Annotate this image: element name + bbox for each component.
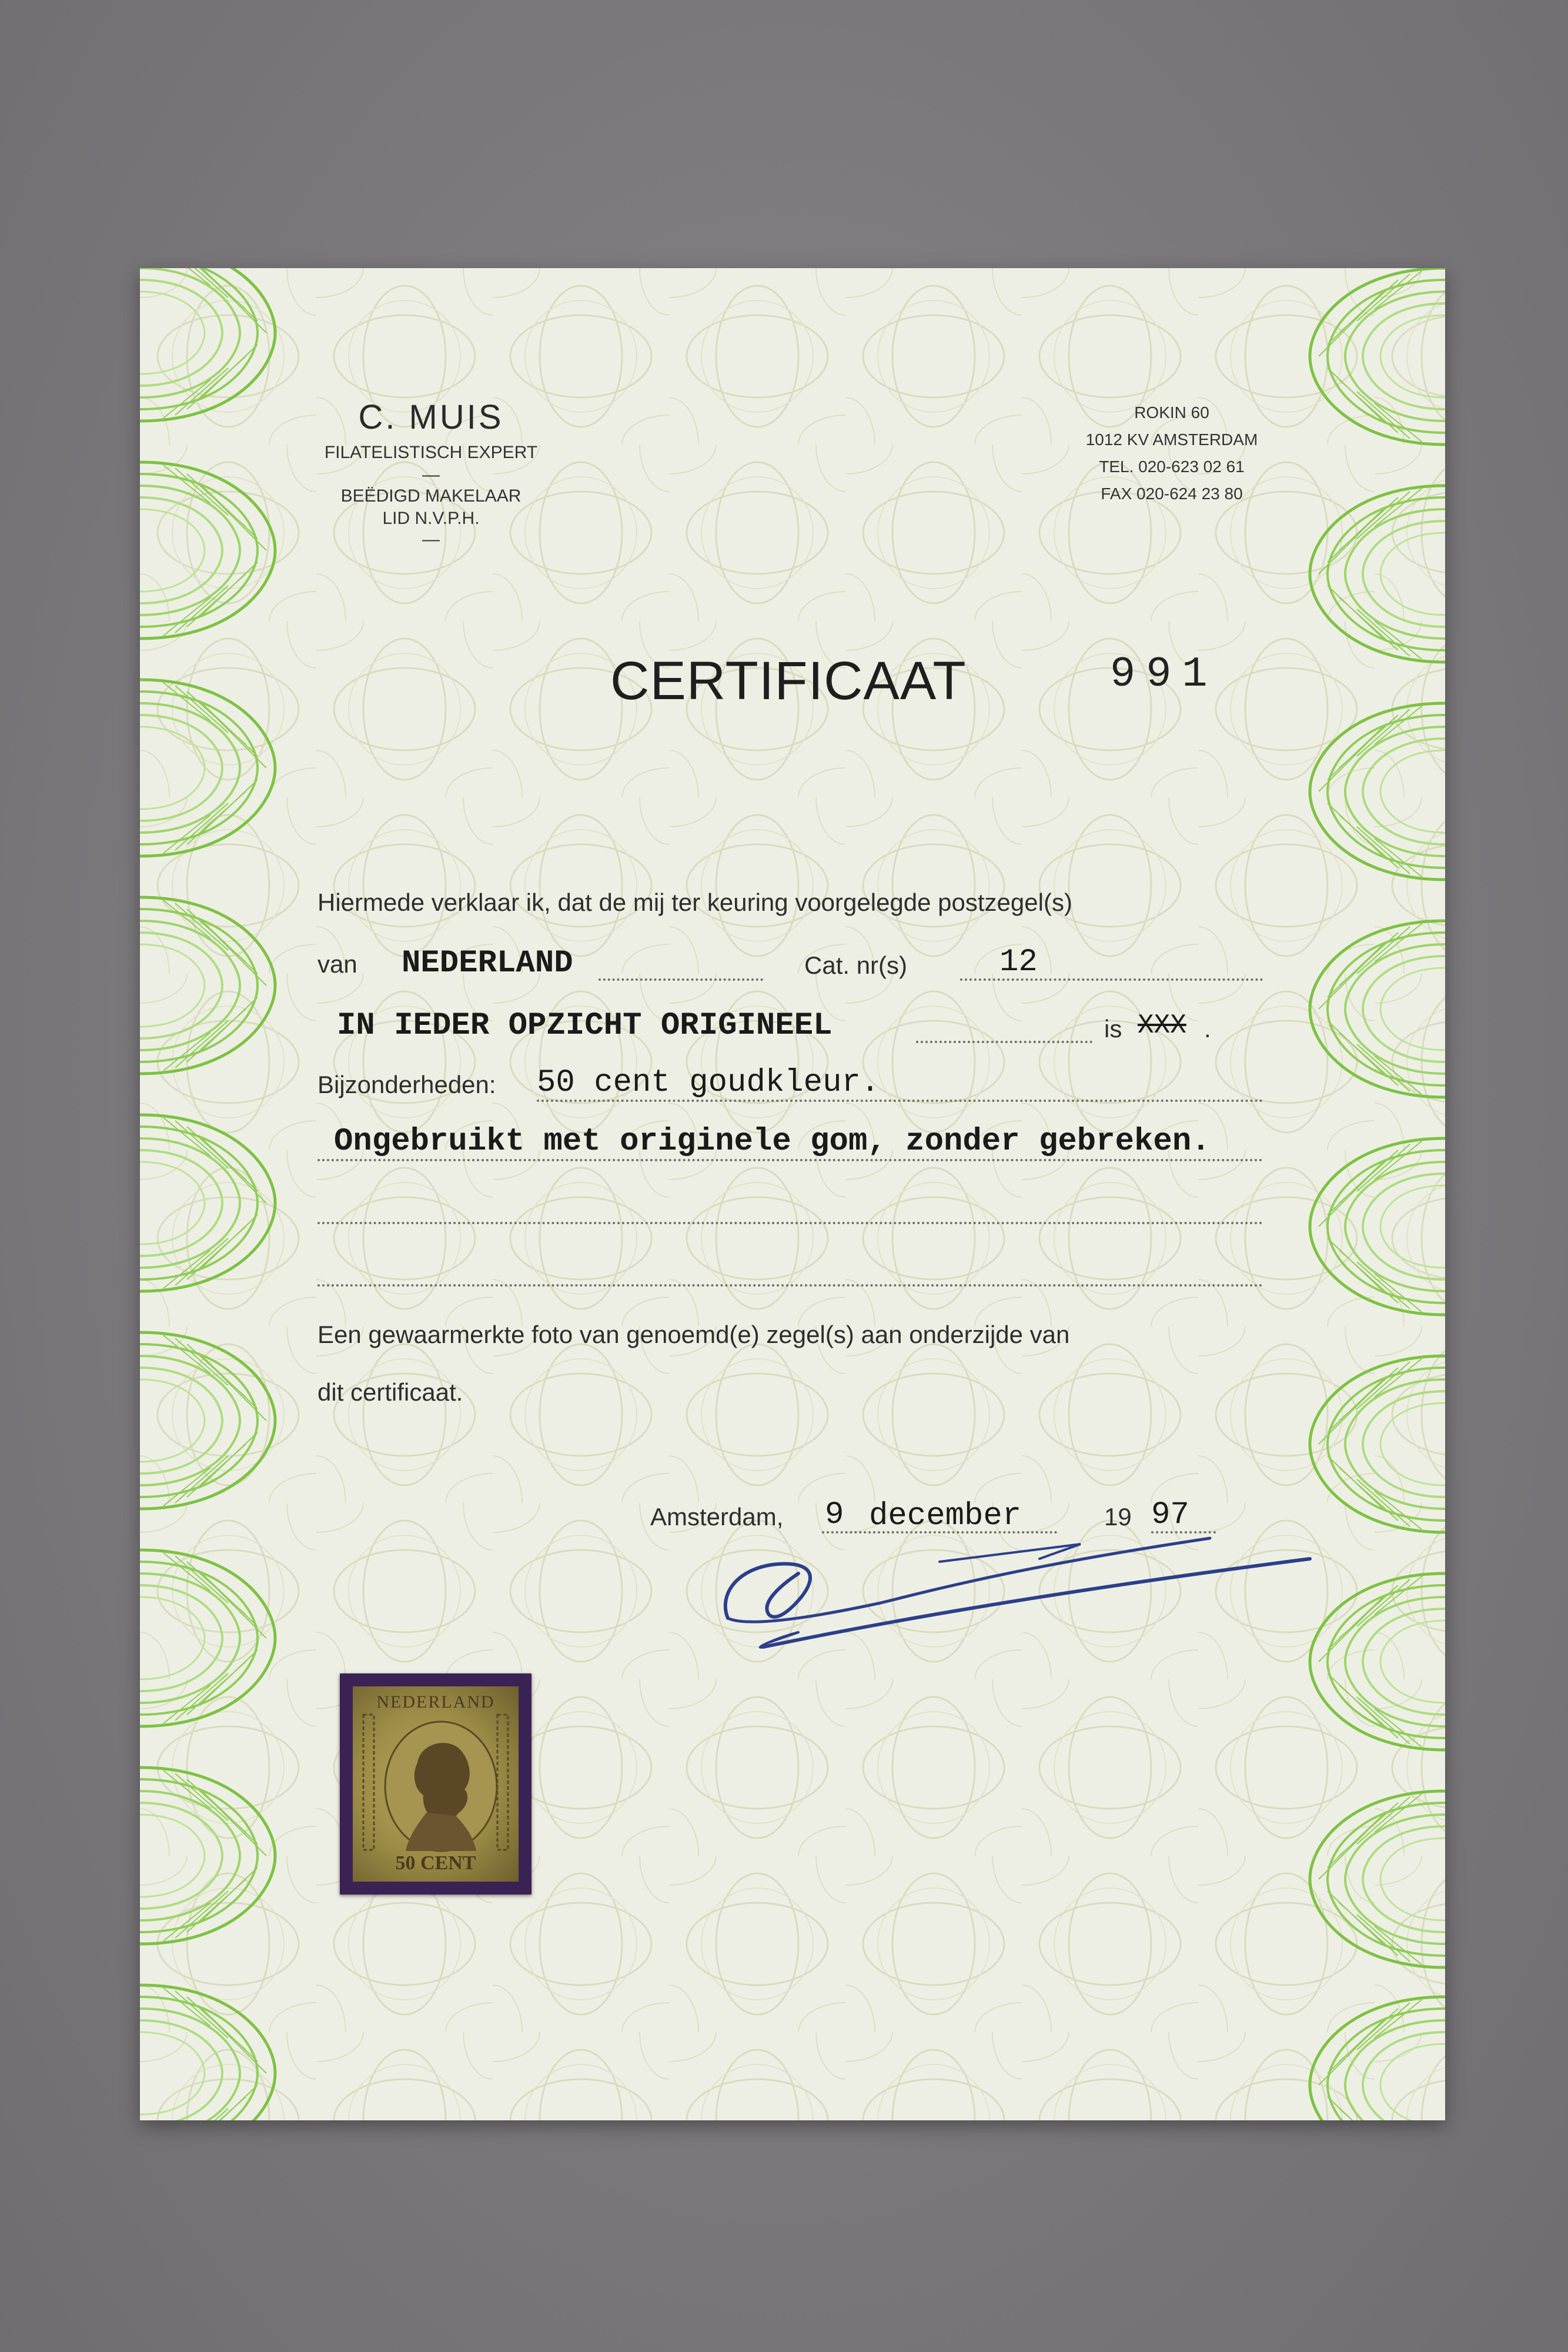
stamp-country-text: NEDERLAND bbox=[376, 1692, 495, 1712]
telephone: TEL. 020-623 02 61 bbox=[1099, 457, 1245, 476]
header-divider: — bbox=[422, 530, 440, 549]
fax: FAX 020-624 23 80 bbox=[1101, 485, 1243, 503]
photo-note-line-1: Een gewaarmerkte foto van genoemd(e) zegel(s) aan onderzijde van bbox=[317, 1321, 1070, 1348]
photo-note-line-2: dit certificaat. bbox=[317, 1378, 463, 1406]
date-month: december bbox=[869, 1498, 1022, 1534]
date-year: 97 bbox=[1151, 1497, 1189, 1533]
address-street: ROKIN 60 bbox=[1134, 403, 1209, 422]
details-label: Bijzonderheden: bbox=[317, 1071, 496, 1098]
address-city: 1012 KV AMSTERDAM bbox=[1085, 430, 1258, 449]
certificate-sheet bbox=[140, 268, 1445, 2120]
struck-text: XXX bbox=[1138, 1010, 1186, 1041]
country-value: NEDERLAND bbox=[402, 946, 573, 981]
stamp-value-text: 50 CENT bbox=[395, 1852, 476, 1874]
handwritten-signature bbox=[140, 268, 1445, 2120]
is-label: is bbox=[1104, 1015, 1122, 1043]
expert-title: FILATELISTISCH EXPERT bbox=[324, 443, 538, 462]
cat-number: 12 bbox=[999, 944, 1038, 980]
cat-label: Cat. nr(s) bbox=[804, 951, 908, 979]
details-line-2: Ongebruikt met originele gom, zonder gebreken. bbox=[334, 1124, 1211, 1160]
expert-name: C. MUIS bbox=[358, 398, 504, 436]
place-label: Amsterdam, bbox=[650, 1503, 784, 1531]
verdict-value: IN IEDER OPZICHT ORIGINEEL bbox=[337, 1008, 833, 1044]
certificate-title: CERTIFICAAT bbox=[610, 651, 967, 711]
date-day: 9 bbox=[825, 1497, 844, 1533]
header-divider: — bbox=[422, 465, 440, 485]
expert-role: BEËDIGD MAKELAAR bbox=[340, 486, 521, 506]
statement-intro: Hiermede verklaar ik, dat de mij ter keuring voorgelegde postzegel(s) bbox=[317, 888, 1072, 916]
date-century: 19 bbox=[1104, 1503, 1132, 1531]
expert-membership: LID N.V.P.H. bbox=[382, 509, 480, 528]
stamp-image bbox=[353, 1686, 519, 1882]
stamp-photo bbox=[340, 1673, 531, 1895]
is-period: . bbox=[1204, 1015, 1211, 1043]
details-line-1: 50 cent goudkleur. bbox=[537, 1065, 880, 1101]
certificate-number: 991 bbox=[1110, 650, 1218, 699]
van-label: van bbox=[317, 950, 357, 978]
